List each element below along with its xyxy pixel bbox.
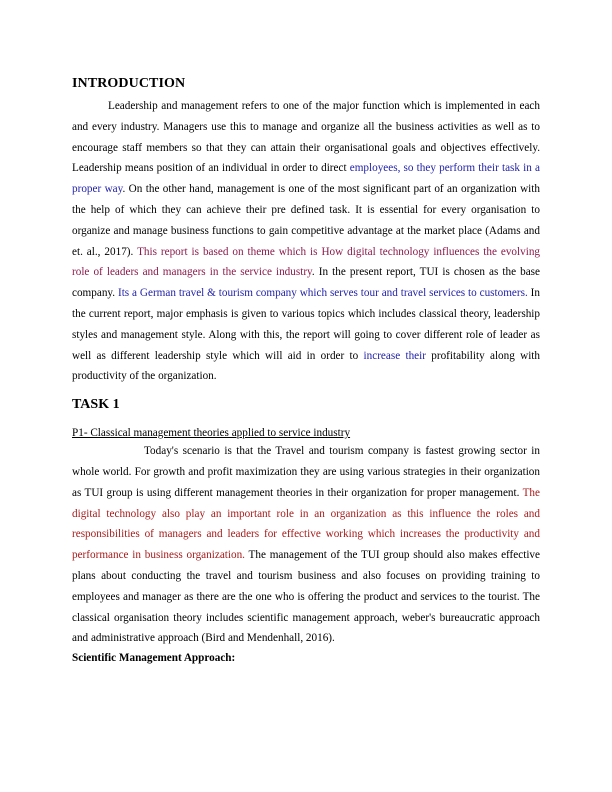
introduction-paragraph bbox=[72, 96, 540, 387]
task1-paragraph bbox=[72, 441, 540, 649]
intro-text-5: profitability along with productivity of the organization. bbox=[72, 349, 541, 383]
introduction-heading: INTRODUCTION bbox=[72, 76, 186, 91]
intro-highlight-increase: increase their bbox=[363, 349, 426, 362]
document-page bbox=[72, 76, 540, 667]
intro-highlight-tui: Its a German travel & tourism company which serves tour and travel services to customers. bbox=[117, 287, 528, 300]
intro-highlight-employees: employees, so they perform their task in a proper way bbox=[72, 162, 540, 196]
task1-text-2: The management of the TUI group should also makes effective plans about conducting the travel and tourism business and also focuses on providing training to employees and manager as there are the one who is offering the product and services to the tourist. The classical organisation theory includes scientific management approach, weber's bureaucratic approach and administrative approach (Bird and Mendenhall, 2016). bbox=[72, 549, 540, 645]
intro-text-2: . On the other hand, management is one of the most significant part of an organization with the help of which they can achieve their pre defined task. It is essential for every organisation to organize and manage business functions to gain competitive advantage at the market place (Adams and et. al., 2017). bbox=[72, 183, 540, 258]
intro-text-4: In the current report, major emphasis is given to various topics which includes classical theory, leadership styles and management style. Along with this, the report will going to cover different role of leader as well as different leadership style which will aid in order to bbox=[72, 287, 540, 362]
intro-text-3: . In the present report, TUI is chosen as the base company. bbox=[72, 266, 540, 300]
task1-text-1: Today's scenario is that the Travel and tourism company is fastest growing sector in whole world. For growth and profit maximization they are using various strategies in their organization as TUI group is using different management theories in their organization for proper management. bbox=[72, 445, 540, 499]
p1-subheading: P1- Classical management theories applied to service industry bbox=[72, 427, 351, 440]
intro-highlight-theme: This report is based on theme which is How digital technology influences the evolving role of leaders and managers in the service industry bbox=[72, 245, 541, 279]
intro-text-1: Leadership and management refers to one of the major function which is implemented in each and every industry. Managers use this to manage and organize all the business activities as well as to encourage staff members so that they can attain their organisational goals and objectives effectively. Leadership means position of an individual in order to direct bbox=[72, 100, 540, 175]
task1-highlight-digital: The digital technology also play an important role in an organization as this influence the roles and responsibilities of managers and leaders for effective working which increases the productivity and performance in business organization. bbox=[72, 486, 540, 562]
task1-heading: TASK 1 bbox=[72, 397, 120, 413]
scientific-management-heading: Scientific Management Approach: bbox=[72, 652, 236, 665]
